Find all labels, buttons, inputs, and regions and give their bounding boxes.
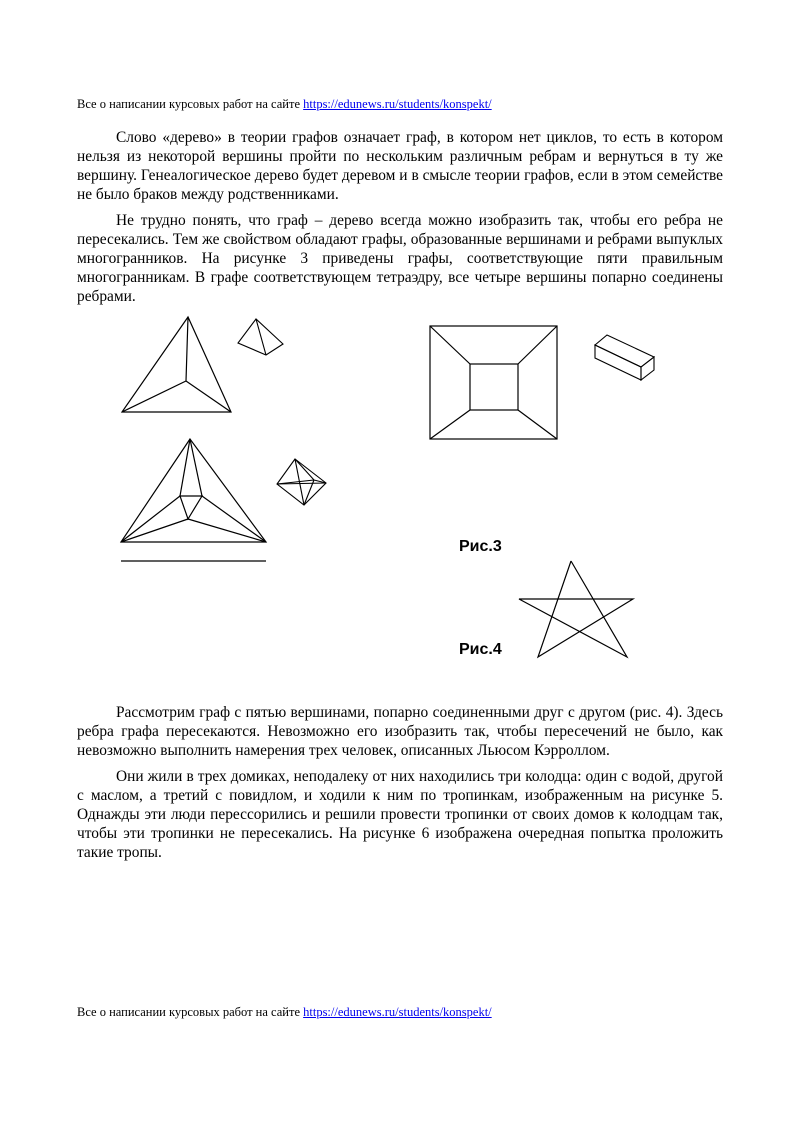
figure-3-label: Рис.3	[459, 538, 502, 555]
paragraph-five-vertex-graph: Рассмотрим граф с пятью вершинами, попарно соединенными друг с другом (рис. 4). Здесь ребра графа пересекаются. Невозможно его изобразить так, чтобы пересечений не было, как невозможно выполнить намерения трех человек, описанных Льюсом Кэрроллом.	[77, 704, 723, 759]
tetrahedron-graph	[118, 313, 234, 415]
page-header	[77, 96, 492, 112]
cube-3d-drawing	[593, 331, 657, 383]
tetrahedron-3d-drawing	[236, 316, 286, 358]
pentagram-k5-graph	[516, 558, 636, 660]
paragraph-tree-definition: Слово «дерево» в теории графов означает граф, в котором нет циклов, то есть в котором нельзя из некоторой вершины пройти по нескольким различным ребрам и вернуться в ту же вершину. Генеалогическое дерево будет деревом и в смысле теории графов, если в этом семействе не было браков между родственниками.	[77, 129, 723, 203]
octahedron-graph	[118, 436, 270, 566]
footer-text: Все о написании курсовых работ на сайте	[77, 1005, 300, 1019]
footer-link[interactable]: https://edunews.ru/students/konspekt/	[303, 1005, 492, 1019]
figure-4-label: Рис.4	[459, 641, 502, 658]
header-text: Все о написании курсовых работ на сайте	[77, 97, 300, 111]
cube-graph	[428, 324, 559, 441]
header-link[interactable]: https://edunews.ru/students/konspekt/	[303, 97, 492, 111]
paragraph-polyhedra: Не трудно понять, что граф – дерево всегда можно изобразить так, чтобы его ребра не пересекались. Тем же свойством обладают графы, образованные вершинами и ребрами выпуклых многогранников. На рисунке 3 приведены графы, соответствующие пяти правильным многогранникам. В графе соответствующем тетраэдру, все четыре вершины попарно соединены ребрами.	[77, 212, 723, 305]
paragraph-three-houses: Они жили в трех домиках, неподалеку от них находились три колодца: один с водой, другой с маслом, а третий с повидлом, и ходили к ним по тропинкам, изображенным на рисунке 5. Однажды эти люди перессорились и решили провести тропинки от своих домов к колодцам так, чтобы эти тропинки не пересекались. На рисунке 6 изображена очередная попытка проложить такие тропы.	[77, 768, 723, 861]
octahedron-3d-drawing	[274, 456, 330, 508]
page-footer	[77, 1004, 492, 1020]
